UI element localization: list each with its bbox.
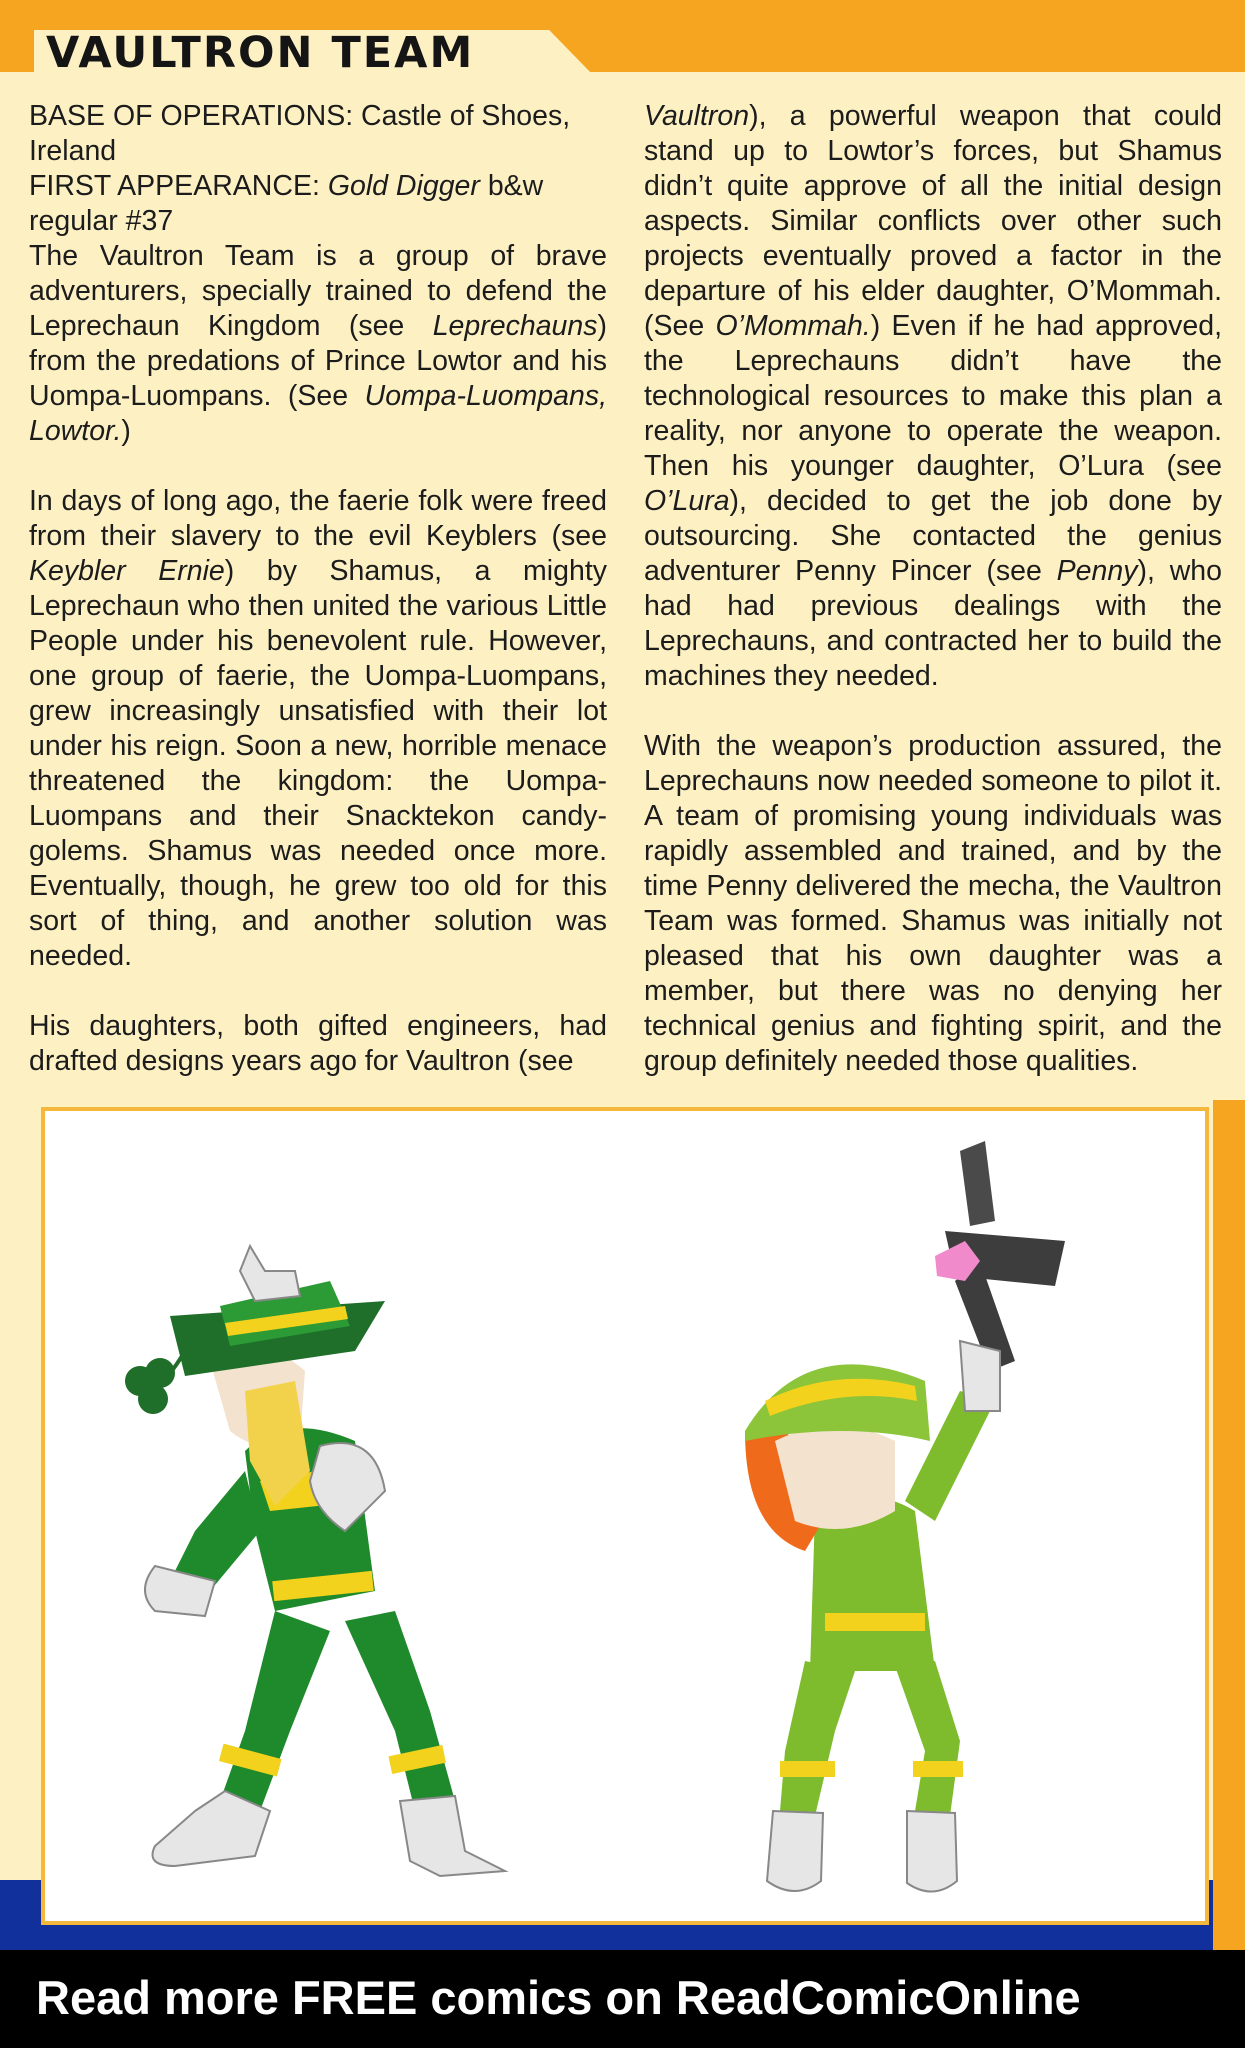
cross-reference: O’Mommah. — [715, 310, 871, 342]
base-value: Castle of Shoes, Ireland — [29, 100, 571, 167]
first-value: b&w regular #37 — [29, 170, 544, 237]
orange-edge — [1213, 1100, 1245, 1950]
left-text-column — [29, 99, 607, 1079]
first-appearance — [29, 169, 607, 239]
cross-reference: Keybler Ernie — [29, 555, 225, 587]
leprechaun-girl-figure — [745, 1141, 1065, 1892]
text-span: ), who had had previous dealings with the Leprechauns, and contracted her to build the machines they needed. — [644, 555, 1222, 692]
base-of-operations — [29, 99, 607, 169]
page-title: VAULTRON TEAM — [46, 28, 475, 78]
intro-paragraph — [29, 239, 607, 449]
design-paragraph — [644, 99, 1222, 694]
text-span: The Vaultron Team is a group of brave adventurers, specially trained to defend the Leprechaun Kingdom (see — [29, 240, 607, 342]
text-span: ), a powerful weapon that could stand up to Lowtor’s forces, but Shamus didn’t quite approve of all the initial design aspects. Similar conflicts over other such projects eventually proved a factor in the departure of his elder daughter, O’Mommah. (See — [644, 100, 1222, 342]
text-span: ) Even if he had approved, the Leprechauns didn’t have the technological resources to make this plan a reality, nor anyone to operate the weapon. Then his younger daughter, O’Lura (see — [644, 310, 1222, 482]
cross-reference: Leprechauns — [432, 310, 598, 342]
cross-reference: O’Lura — [644, 485, 730, 517]
leprechaun-boy-figure — [125, 1246, 505, 1876]
daughters-paragraph: His daughters, both gifted engineers, had drafted designs years ago for Vaultron (see — [29, 1010, 607, 1077]
cross-reference: Uompa-Luompans, Lowtor. — [29, 380, 607, 447]
character-illustrations — [45, 1111, 1205, 1921]
character-art-panel — [41, 1107, 1209, 1925]
footer-text: Read more FREE comics on ReadComicOnline — [36, 1971, 1081, 2024]
text-span: ) from the predations of Prince Lowtor and his Uompa-Luompans. (See — [29, 310, 607, 412]
cross-reference: Vaultron — [644, 100, 750, 132]
text-span: ) — [121, 415, 131, 447]
footer-banner — [0, 1950, 1245, 2048]
base-label: BASE OF OPERATIONS: — [29, 100, 354, 132]
right-text-column — [644, 99, 1222, 1079]
entry-header — [29, 99, 607, 449]
first-title: Gold Digger — [327, 170, 480, 202]
history-paragraph — [29, 484, 607, 974]
first-label: FIRST APPEARANCE: — [29, 170, 320, 202]
team-formed-paragraph: With the weapon’s production assured, the Leprechauns now needed someone to pilot it. A team of promising young individuals was rapidly assembled and trained, and by the time Penny delivered the mecha, the Vaultron Team was formed. Shamus was initially not pleased that his own daughter was a member, but there was no denying her technical genius and fighting spirit, and the group definitely needed those qualities. — [644, 730, 1222, 1077]
text-span: ), decided to get the job done by outsourcing. She contacted the genius adventurer Penny Pincer (see — [644, 485, 1222, 587]
text-span: ) by Shamus, a mighty Leprechaun who then united the various Little People under his benevolent rule. However, one group of faerie, the Uompa-Luompans, grew increasingly unsatisfied with their lot under his reign. Soon a new, horrible menace threatened the kingdom: the Uompa-Luompans and their Snacktekon candy-golems. Shamus was needed once more. Eventually, though, he grew too old for this sort of thing, and another solution was needed. — [29, 555, 607, 972]
cross-reference: Penny — [1056, 555, 1138, 587]
text-span: In days of long ago, the faerie folk were freed from their slavery to the evil Keyblers (see — [29, 485, 607, 552]
